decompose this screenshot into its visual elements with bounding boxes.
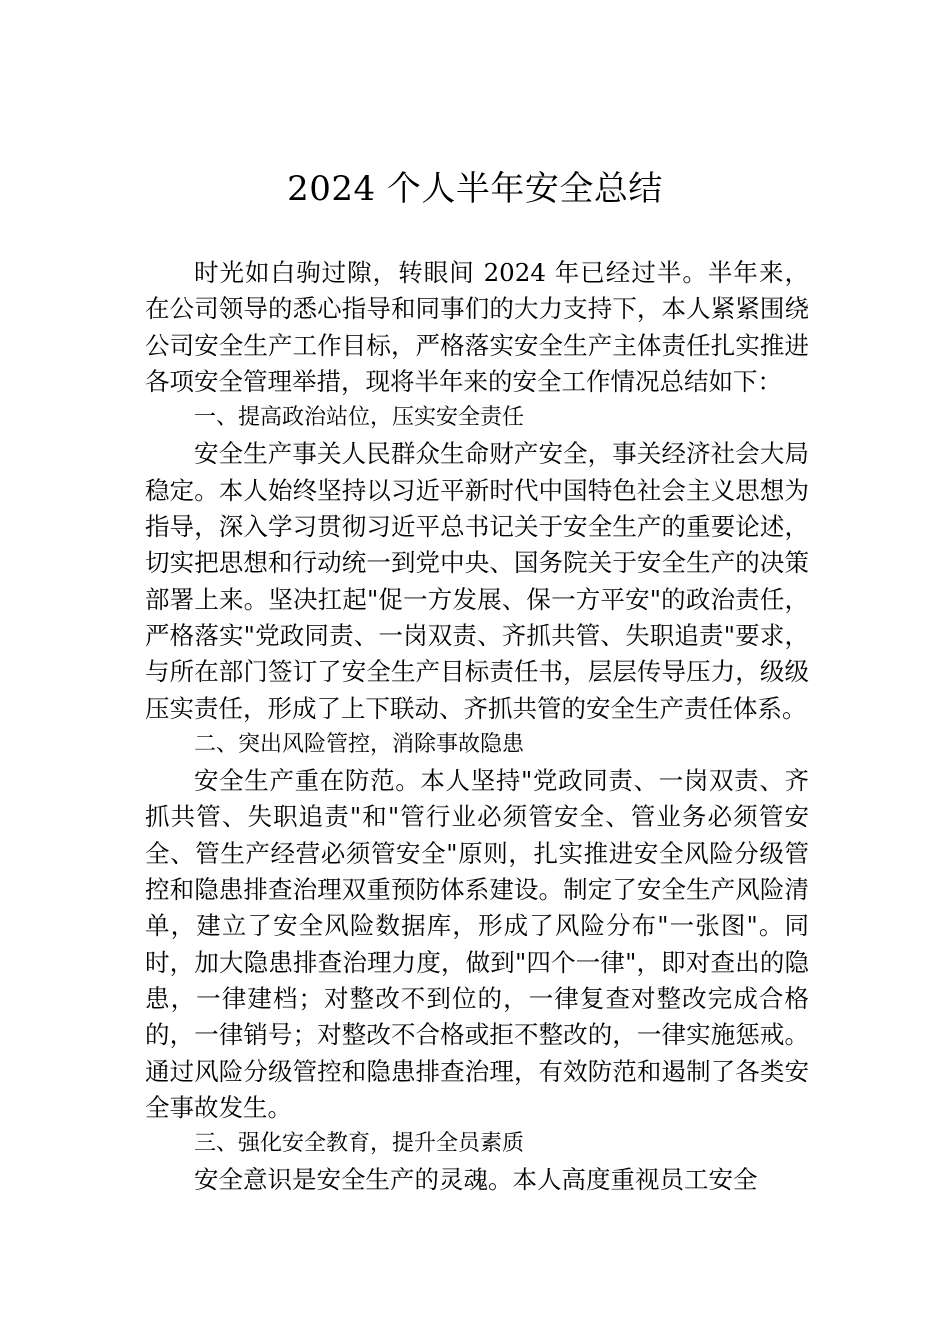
document-body xyxy=(145,255,809,1199)
paragraph-section-1: 安全生产事关人民群众生命财产安全，事关经济社会大局稳定。本人始终坚持以习近平新时代中国特色社会主义思想为指导，深入学习贯彻习近平总书记关于安全生产的重要论述，切实把思想和行动统一到党中央、国务院关于安全生产的决策部署上来。坚决扛起"促一方发展、保一方平安"的政治责任，严格落实"党政同责、一岗双责、齐抓共管、失职追责"要求，与所在部门签订了安全生产目标责任书，层层传导压力，级级压实责任，形成了上下联动、齐抓共管的安全生产责任体系。 xyxy=(145,439,809,723)
document-title: 2024 个人半年安全总结 xyxy=(287,169,663,209)
section-heading-1: 一、提高政治站位，压实安全责任 xyxy=(194,405,525,431)
section-heading-2: 二、突出风险管控，消除事故隐患 xyxy=(194,731,525,757)
section-heading-3: 三、强化安全教育，提升全员素质 xyxy=(194,1131,525,1157)
paragraph-section-2: 安全生产重在防范。本人坚持"党政同责、一岗双责、齐抓共管、失职追责"和"管行业必须管安全、管业务必须管安全、管生产经营必须管安全"原则，扎实推进安全风险分级管控和隐患排查治理双重预防体系建设。制定了安全生产风险清单，建立了安全风险数据库，形成了风险分布"一张图"。同时，加大隐患排查治理力度，做到"四个一律"，即对查出的隐患，一律建档；对整改不到位的，一律复查对整改完成合格的，一律销号；对整改不合格或拒不整改的，一律实施惩戒。通过风险分级管控和隐患排查治理，有效防范和遏制了各类安全事故发生。 xyxy=(145,766,809,1122)
paragraph-intro: 时光如白驹过隙，转眼间 2024 年已经过半。半年来，在公司领导的悉心指导和同事们的大力支持下，本人紧紧围绕公司安全生产工作目标，严格落实安全生产主体责任扎实推进各项安全管理举措，现将半年来的安全工作情况总结如下： xyxy=(145,258,809,396)
paragraph-section-3: 安全意识是安全生产的灵魂。本人高度重视员工安全 xyxy=(194,1165,758,1195)
